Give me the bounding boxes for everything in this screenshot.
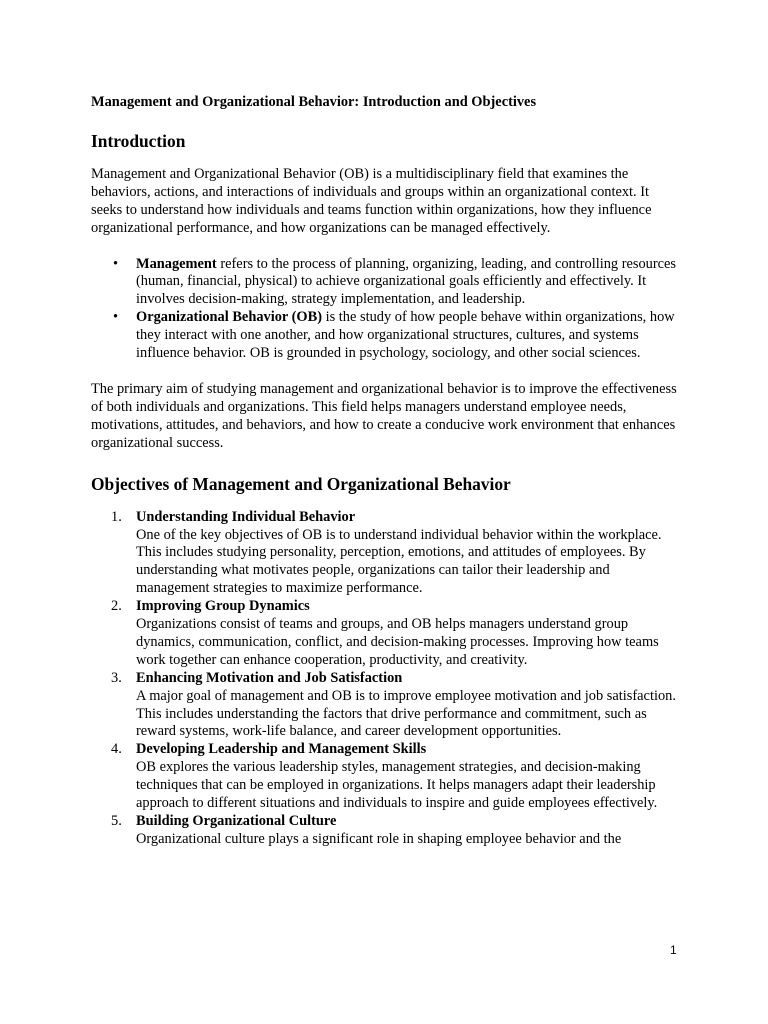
- objective-title: Improving Group Dynamics: [136, 598, 310, 615]
- introduction-paragraph: Management and Organizational Behavior (OB) is a multidisciplinary field that examines the behaviors, actions, and interactions of individuals and groups within an organizational context. It seeks to understand how individuals and teams function within organizations, how they influence organizational performance, and how organizations can be managed effectively.: [91, 165, 652, 236]
- bullet-icon: •: [113, 309, 119, 326]
- objective-text: OB explores the various leadership styles, management strategies, and decision-making techniques that can be employed in organizations. It helps managers adapt their leadership approach to different situations and individuals to inspire and guide employees effectively.: [136, 759, 658, 812]
- definition-item-organizational-behavior: [91, 309, 683, 363]
- objective-item: [91, 670, 683, 742]
- objectives-heading: Objectives of Management and Organizational Behavior: [91, 473, 511, 494]
- definition-list: [91, 256, 683, 363]
- objective-title: Understanding Individual Behavior: [136, 508, 356, 525]
- definition-item-management: [91, 256, 683, 310]
- introduction-heading: Introduction: [91, 130, 186, 151]
- objective-number: 1.: [111, 508, 122, 525]
- objective-number: 4.: [111, 741, 122, 758]
- objective-title: Developing Leadership and Management Skills: [136, 741, 427, 758]
- objectives-list: [91, 509, 683, 849]
- objective-item: [91, 813, 683, 849]
- objective-item: [91, 598, 683, 670]
- definition-term: Management: [136, 255, 217, 272]
- objective-title: Enhancing Motivation and Job Satisfaction: [136, 669, 403, 686]
- objective-text: Organizational culture plays a significant role in shaping employee behavior and the: [136, 830, 622, 847]
- document-body: [91, 94, 683, 849]
- objective-number: 3.: [111, 669, 122, 686]
- objective-number: 2.: [111, 598, 122, 615]
- objective-text: One of the key objectives of OB is to understand individual behavior within the workplace. This includes studying personality, perception, emotions, and attitudes of employees. By understanding what motivates people, organizations can tailor their leadership and management strategies to maximize performance.: [136, 526, 662, 597]
- definition-text: refers to the process of planning, organizing, leading, and controlling resources (human, financial, physical) to achieve organizational goals efficiently and effectively. It involves decision-making, strategy implementation, and leadership.: [136, 255, 677, 308]
- document-title: Management and Organizational Behavior: Introduction and Objectives: [91, 94, 537, 110]
- aim-paragraph: The primary aim of studying management and organizational behavior is to improve the effectiveness of both individuals and organizations. This field helps managers understand employee needs, motivations, attitudes, and behaviors, and how to create a conducive work environment that enhances organizational success.: [91, 380, 677, 451]
- definition-text: is the study of how people behave within organizations, how they interact with one another, and how organizational structures, cultures, and systems influence behavior. OB is grounded in psychology, sociology, and other social sciences.: [136, 309, 675, 362]
- objective-number: 5.: [111, 813, 122, 829]
- definition-term: Organizational Behavior (OB): [136, 309, 323, 326]
- bullet-icon: •: [113, 255, 119, 272]
- objective-text: A major goal of management and OB is to improve employee motivation and job satisfaction. This includes understanding the factors that drive performance and commitment, such as reward systems, work-life balance, and career development opportunities.: [136, 687, 676, 740]
- objective-text: Organizations consist of teams and groups, and OB helps managers understand group dynamics, communication, conflict, and decision-making processes. Improving how teams work together can enhance cooperation, productivity, and creativity.: [136, 616, 659, 668]
- objective-title: Building Organizational Culture: [136, 813, 337, 829]
- objective-item: [91, 741, 683, 813]
- page-number: 1: [670, 943, 677, 957]
- objective-item: [91, 509, 683, 599]
